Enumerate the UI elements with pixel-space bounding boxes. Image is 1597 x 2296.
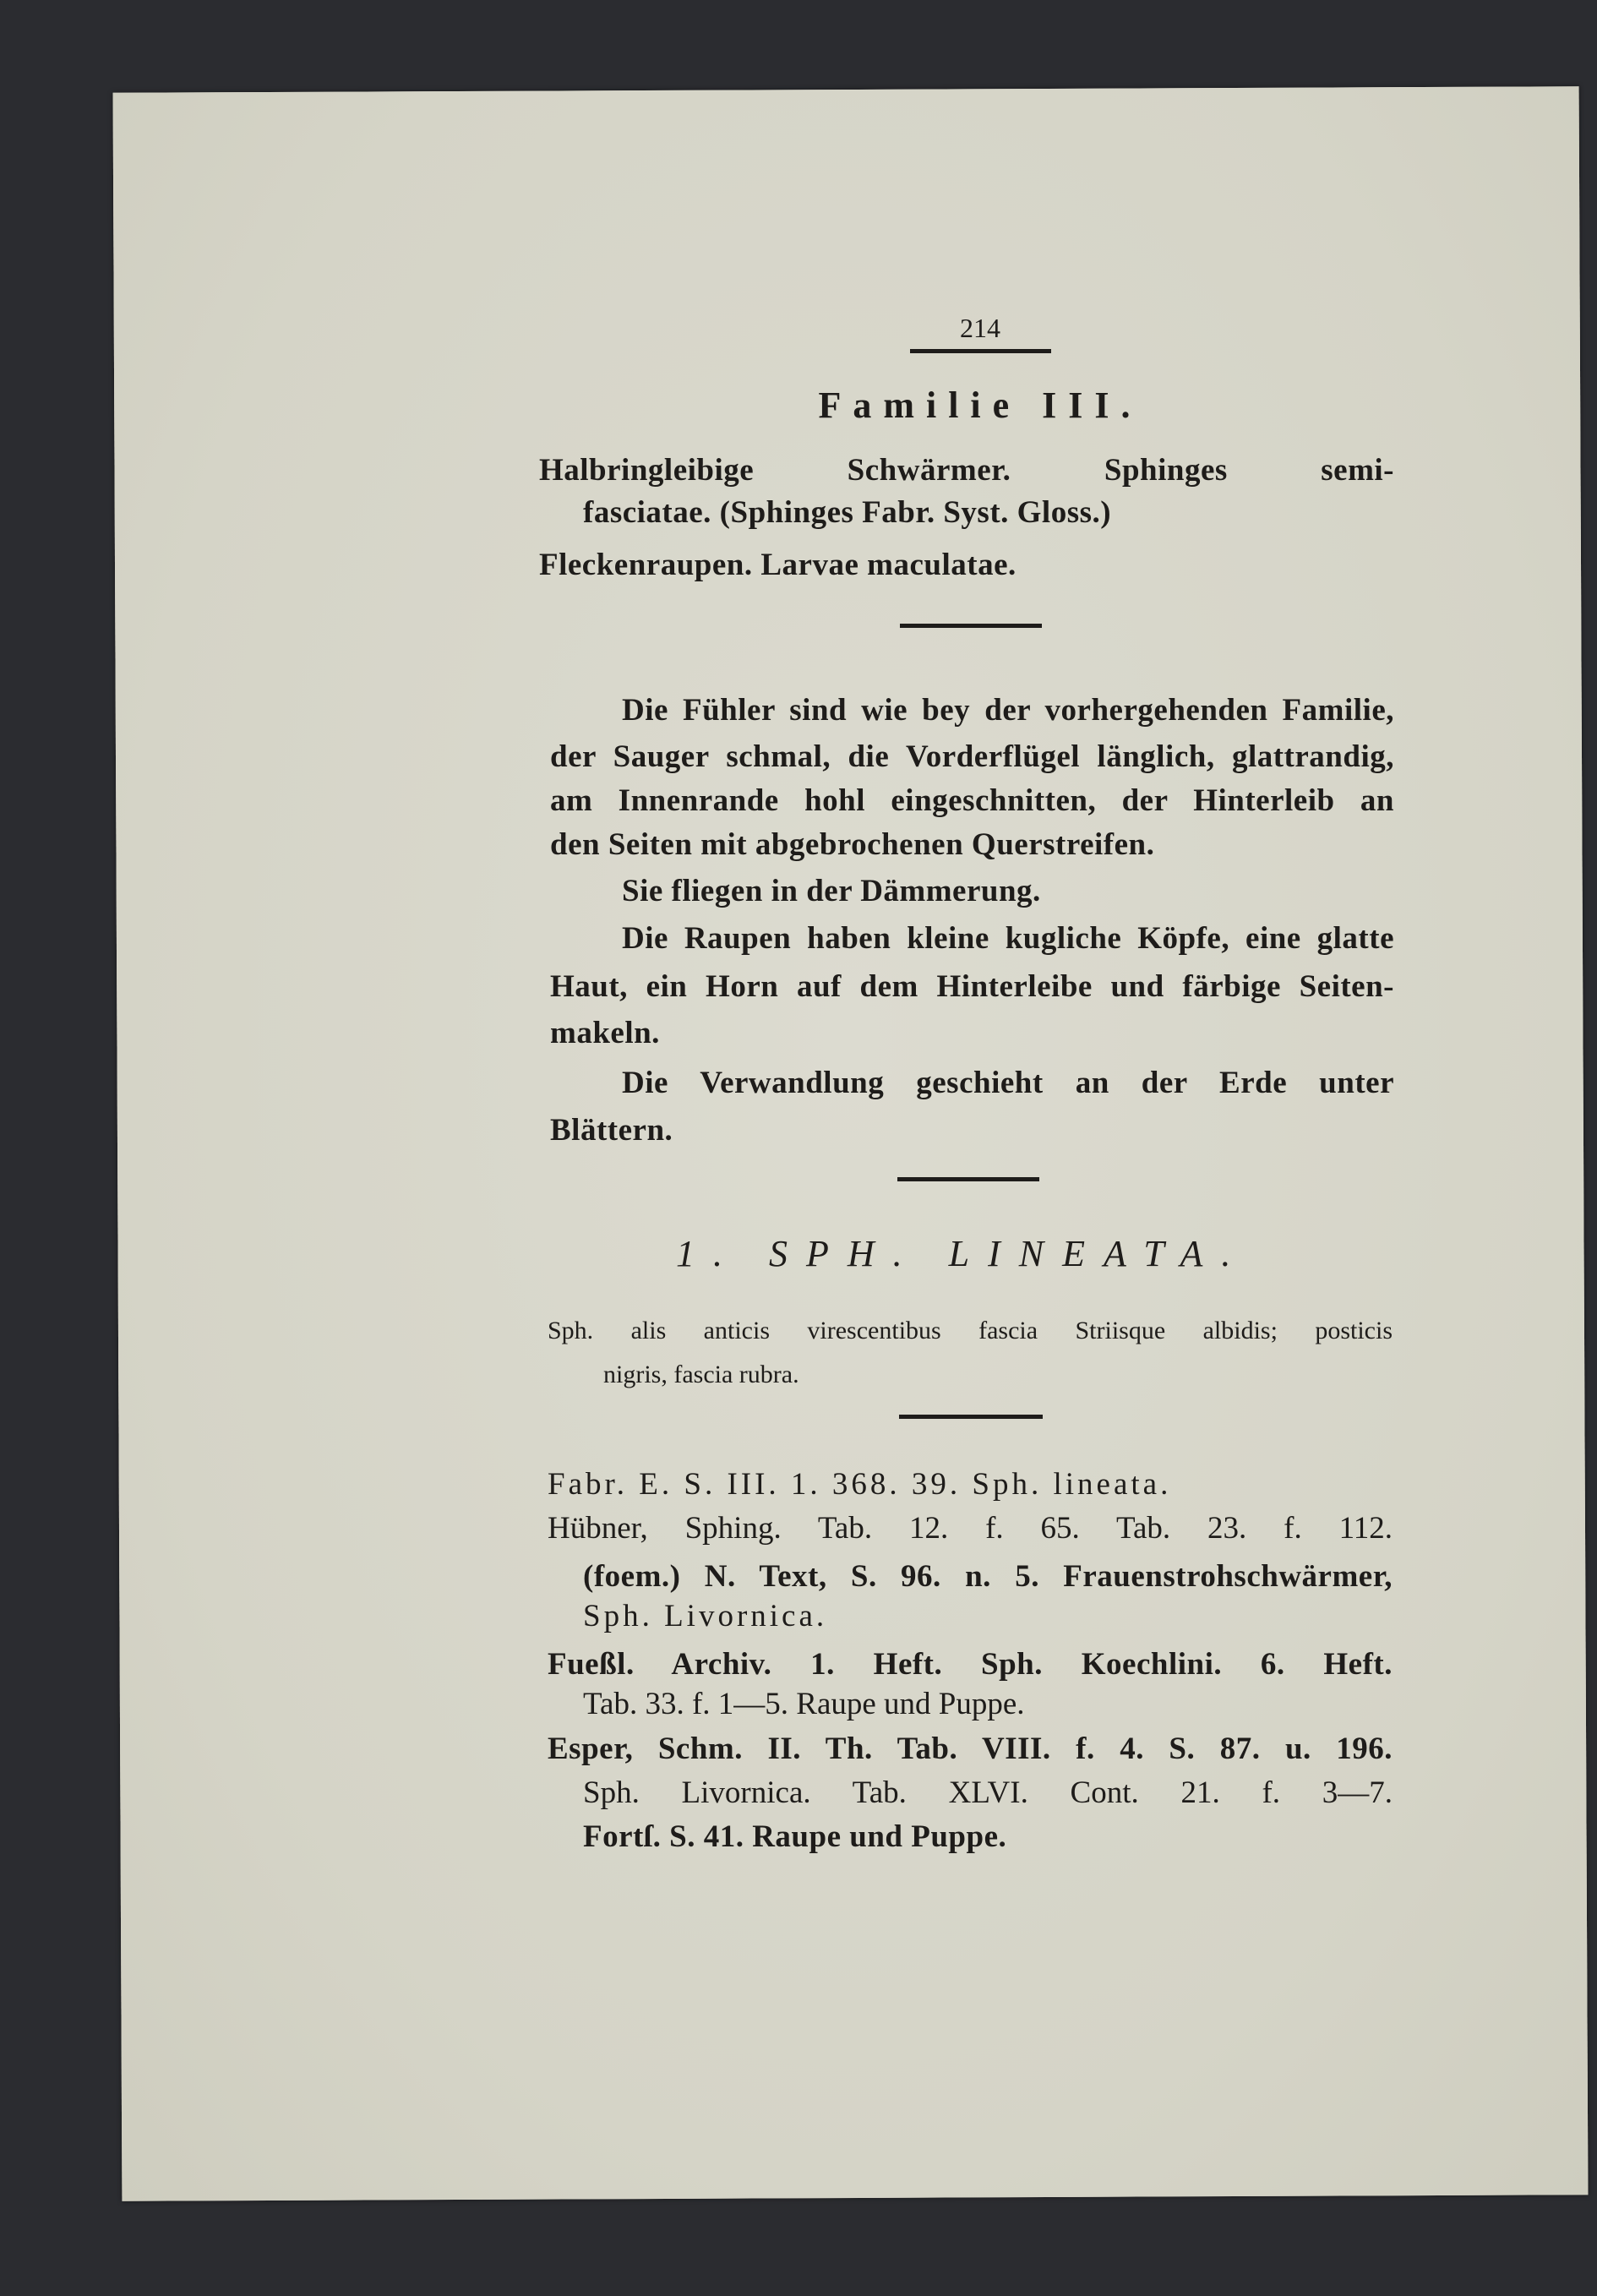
description-line: den Seiten mit abgebrochenen Querstreifen. (550, 827, 1155, 862)
divider (897, 1177, 1039, 1181)
page-number: 214 (960, 313, 1000, 343)
reference-line: Tab. 33. f. 1—5. Raupe und Puppe. (583, 1687, 1025, 1721)
description-line: Haut, ein Horn auf dem Hinterleibe und färbige Seiten- (550, 969, 1394, 1004)
reference-line: Fortſ. S. 41. Raupe und Puppe. (583, 1819, 1007, 1854)
species-heading: 1. SPH. LINEATA. (676, 1233, 1250, 1274)
reference-line: Fabr. E. S. III. 1. 368. 39. Sph. lineata. (548, 1467, 1172, 1502)
description-line: Die Raupen haben kleine kugliche Köpfe, eine glatte (622, 921, 1394, 956)
description-line: Die Fühler sind wie bey der vorhergehenden Familie, (622, 693, 1394, 728)
reference-line: Fueßl. Archiv. 1. Heft. Sph. Koechlini. 6. Heft. (548, 1647, 1393, 1682)
subtitle-line: fasciatae. (Sphinges Fabr. Syst. Gloss.) (583, 495, 1112, 530)
description-line: am Innenrande hohl eingeschnitten, der Hinterleib an (550, 783, 1394, 818)
diagnosis-line: nigris, fascia rubra. (603, 1361, 799, 1388)
divider (899, 1415, 1043, 1419)
description-line: makeln. (550, 1016, 660, 1050)
description-line: Sie fliegen in der Dämmerung. (622, 874, 1041, 908)
subtitle-line: Fleckenraupen. Larvae maculatae. (539, 548, 1017, 582)
diagnosis-line: Sph. alis anticis virescentibus fascia Striisque albidis; posticis (548, 1317, 1393, 1344)
description-line: der Sauger schmal, die Vorderflügel länglich, glattrandig, (550, 739, 1394, 774)
reference-line: Sph. Livornica. (583, 1599, 828, 1633)
family-heading: Familie III. (818, 384, 1142, 426)
reference-line: Hübner, Sphing. Tab. 12. f. 65. Tab. 23. f. 112. (548, 1511, 1393, 1546)
divider (900, 624, 1042, 628)
divider (910, 349, 1051, 353)
subtitle-line: Halbringleibige Schwärmer. Sphinges semi- (539, 453, 1394, 488)
reference-line: (foem.) N. Text, S. 96. n. 5. Frauenstrohschwärmer, (583, 1559, 1393, 1594)
description-line: Blättern. (550, 1113, 673, 1148)
reference-line: Sph. Livornica. Tab. XLVI. Cont. 21. f. 3—7. (583, 1775, 1393, 1810)
reference-line: Esper, Schm. II. Th. Tab. VIII. f. 4. S. 87. u. 196. (548, 1732, 1393, 1766)
description-line: Die Verwandlung geschieht an der Erde unter (622, 1066, 1394, 1100)
